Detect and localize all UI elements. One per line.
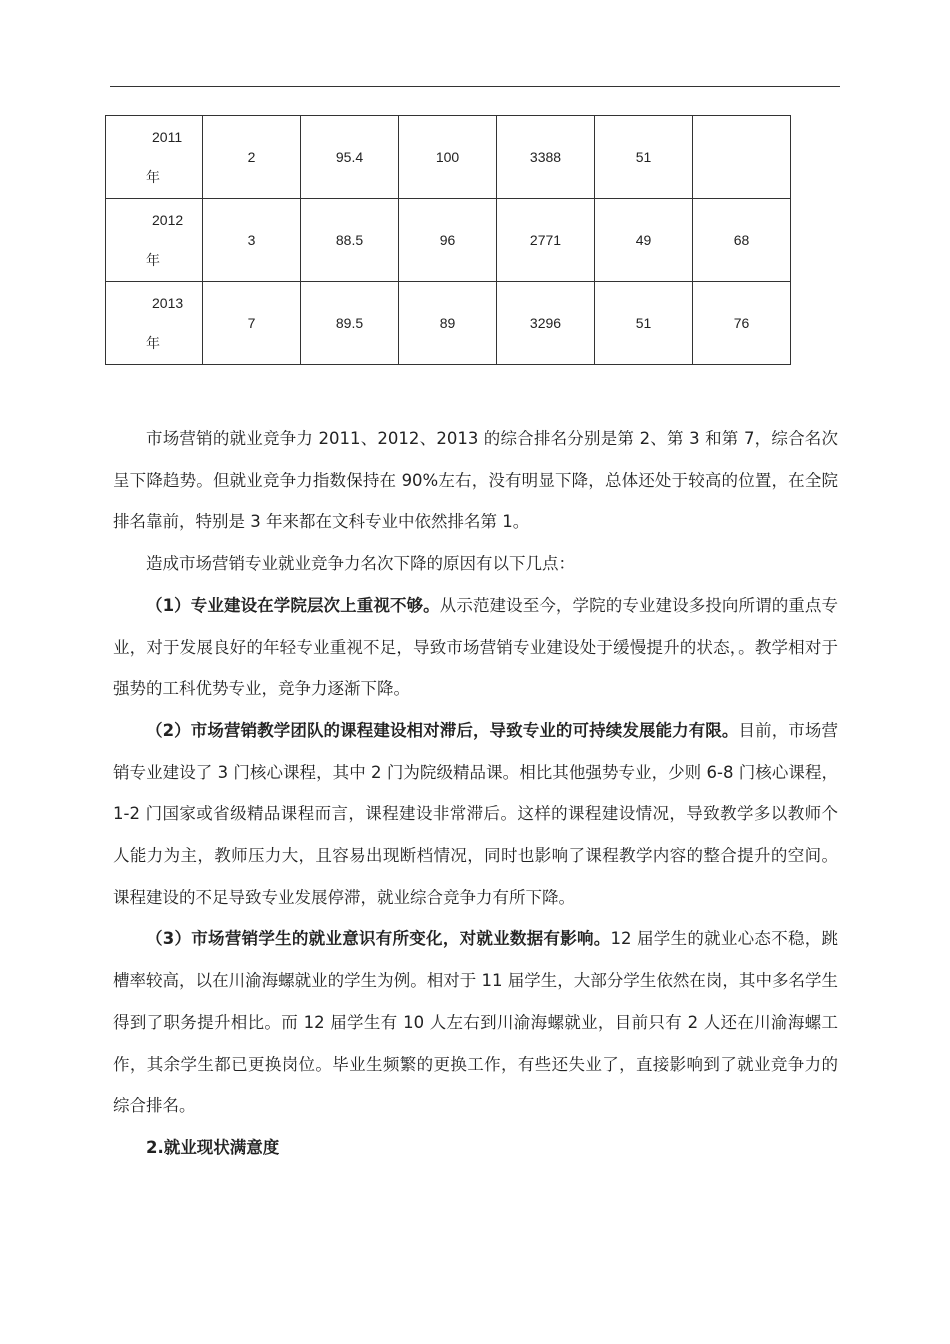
reason-3-heading: （3）市场营销学生的就业意识有所变化，对就业数据有影响。 xyxy=(146,929,611,949)
table-row xyxy=(106,282,791,365)
table-cell: 7 xyxy=(203,282,301,365)
table-cell: 88.5 xyxy=(301,199,399,282)
reason-1-heading: （1）专业建设在学院层次上重视不够。 xyxy=(146,595,440,615)
table-cell: 51 xyxy=(595,116,693,199)
paragraph-reasons-intro: 造成市场营销专业就业竞争力名次下降的原因有以下几点： xyxy=(146,554,575,574)
table-cell: 51 xyxy=(595,282,693,365)
table-cell: 76 xyxy=(693,282,791,365)
year-value: 2012 xyxy=(152,212,184,228)
year-cell xyxy=(106,116,203,199)
year-unit: 年 xyxy=(146,335,160,351)
paragraph-reason-1 xyxy=(113,585,838,710)
paragraph-ranking-summary: 市场营销的就业竞争力 2011、2012、2013 的综合排名分别是第 2、第 3 和第 7，综合名次呈下降趋势。但就业竞争力指数保持在 90%左右，没有明显下降，总体还处于较高的位置，在全院排名靠前，特别是 3 年来都在文科专业中依然排名第 1。 xyxy=(113,429,838,532)
table-cell: 96 xyxy=(399,199,497,282)
table-cell: 49 xyxy=(595,199,693,282)
section-heading: 2.就业现状满意度 xyxy=(146,1137,280,1157)
data-table xyxy=(105,115,791,365)
year-cell xyxy=(106,199,203,282)
table-cell: 2771 xyxy=(497,199,595,282)
table-cell: 3296 xyxy=(497,282,595,365)
reason-2-text: 目前，市场营销专业建设了 3 门核心课程，其中 2 门为院级精品课。相比其他强势专业，少则 6-8 门核心课程，1-2 门国家或省级精品课程而言，课程建设非常滞后。这样的课程建设情况，导致教学多以教师个人能力为主，教师压力大，且容易出现断档情况，同时也影响了课程教学内容的整合提升的空间。课程建设的不足导致专业发展停滞，就业综合竞争力有所下降。 xyxy=(113,720,839,907)
paragraph-reason-3 xyxy=(113,918,838,1127)
table-cell: 3 xyxy=(203,199,301,282)
paragraph-reason-2 xyxy=(113,710,838,919)
table-cell: 89 xyxy=(399,282,497,365)
reason-3-text: 12 届学生的就业心态不稳，跳槽率较高，以在川渝海螺就业的学生为例。相对于 11 届学生，大部分学生依然在岗，其中多名学生得到了职务提升相比。而 12 届学生有 10 人左右到川渝海螺就业，目前只有 2 人还在川渝海螺工作，其余学生都已更换岗位。毕业生频繁的更换工作，有些还失业了，直接影响到了就业竞争力的综合排名。 xyxy=(113,929,839,1116)
year-cell xyxy=(106,282,203,365)
header-rule xyxy=(110,86,840,87)
table-row xyxy=(106,199,791,282)
table-cell: 100 xyxy=(399,116,497,199)
reason-2-heading: （2）市场营销教学团队的课程建设相对滞后，导致专业的可持续发展能力有限。 xyxy=(146,720,739,740)
table-row xyxy=(106,116,791,199)
year-value: 2013 xyxy=(152,295,184,311)
table-cell xyxy=(693,116,791,199)
reason-1-text: 从示范建设至今，学院的专业建设多投向所谓的重点专业，对于发展良好的年轻专业重视不足，导致市场营销专业建设处于缓慢提升的状态，。教学相对于强势的工科优势专业，竞争力逐渐下降。 xyxy=(113,595,839,699)
year-value: 2011 xyxy=(152,129,183,145)
table-cell: 89.5 xyxy=(301,282,399,365)
body-text xyxy=(113,418,838,1169)
table-cell: 95.4 xyxy=(301,116,399,199)
year-unit: 年 xyxy=(146,252,160,268)
table-cell: 3388 xyxy=(497,116,595,199)
year-unit: 年 xyxy=(146,169,160,185)
table-cell: 68 xyxy=(693,199,791,282)
table-cell: 2 xyxy=(203,116,301,199)
